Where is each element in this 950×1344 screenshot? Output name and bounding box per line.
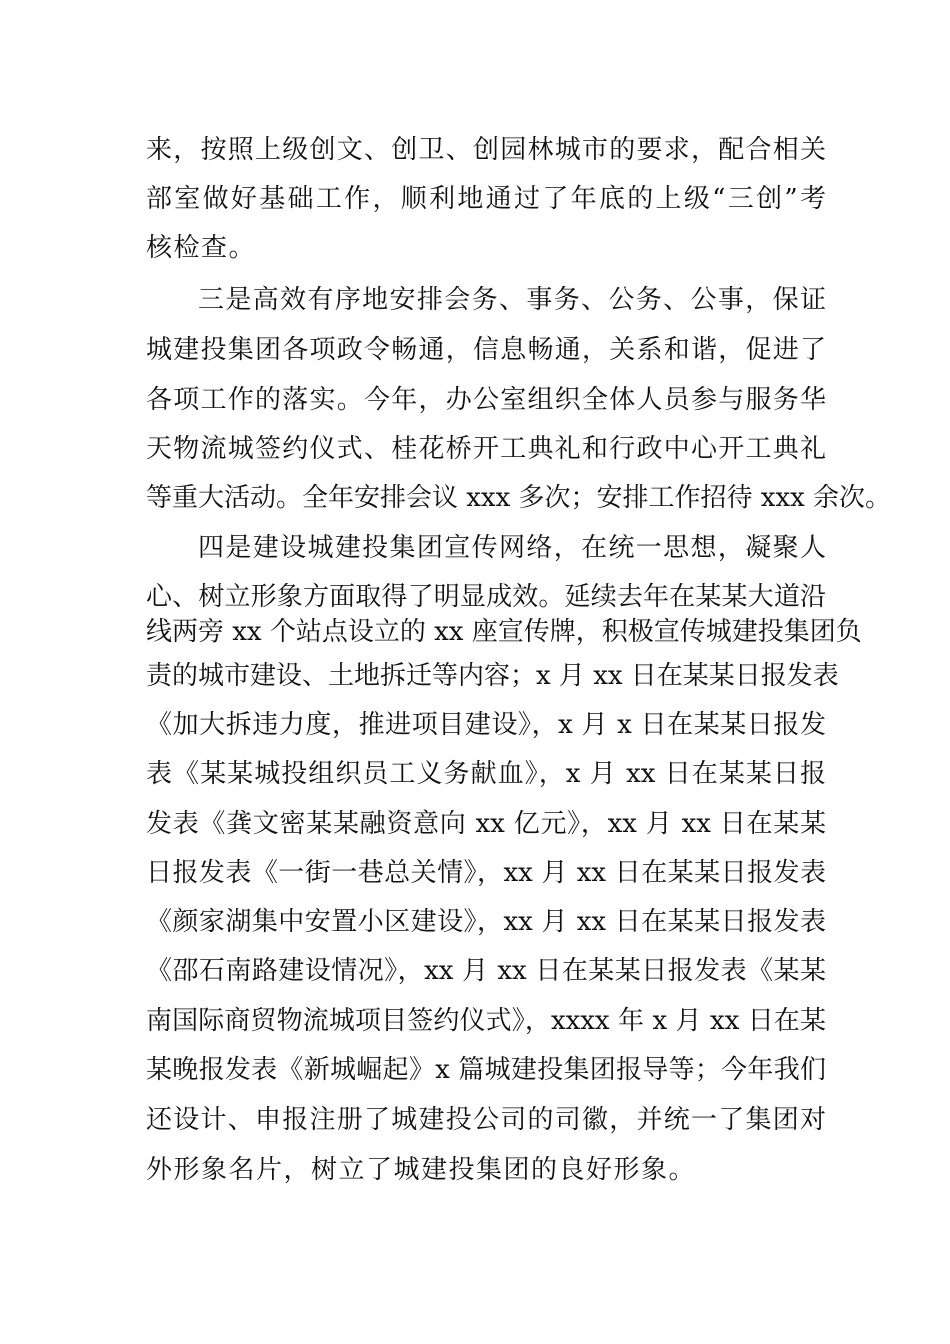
text-line: 部室做好基础工作，顺利地通过了年底的上级“三创”考: [146, 184, 826, 214]
text-line: 《邵石南路建设情况》，xx 月 xx 日在某某日报发表《某某: [146, 956, 826, 986]
text-line: 各项工作的落实。今年，办公室组织全体人员参与服务华: [146, 385, 826, 415]
text-line: 日报发表《一街一巷总关情》，xx 月 xx 日在某某日报发表: [146, 858, 826, 888]
text-line: 核检查。: [146, 233, 257, 263]
text-line: 线两旁 xx 个站点设立的 xx 座宣传牌，积极宣传城建投集团负: [146, 617, 862, 647]
text-line: 心、树立形象方面取得了明显成效。延续去年在某某大道沿: [146, 582, 826, 612]
text-line: 还设计、申报注册了城建投公司的司徽，并统一了集团对: [146, 1105, 826, 1135]
text-line: 城建投集团各项政令畅通，信息畅通，关系和谐，促进了: [146, 335, 826, 365]
text-line: 《颜家湖集中安置小区建设》，xx 月 xx 日在某某日报发表: [146, 907, 826, 937]
paragraph-start-line: 四是建设城建投集团宣传网络，在统一思想，凝聚人: [198, 533, 826, 563]
text-line: 发表《龚文密某某融资意向 xx 亿元》，xx 月 xx 日在某某: [146, 809, 826, 839]
text-line: 来，按照上级创文、创卫、创园林城市的要求，配合相关: [146, 135, 826, 165]
text-line: 天物流城签约仪式、桂花桥开工典礼和行政中心开工典礼: [146, 434, 826, 464]
text-line: 南国际商贸物流城项目签约仪式》，xxxx 年 x 月 xx 日在某: [146, 1006, 826, 1036]
text-line: 责的城市建设、土地拆迁等内容；x 月 xx 日在某某日报发表: [146, 661, 839, 691]
text-line: 等重大活动。全年安排会议 xxx 多次；安排工作招待 xxx 余次。: [146, 483, 892, 513]
text-line: 《加大拆违力度，推进项目建设》，x 月 x 日在某某日报发: [146, 710, 826, 740]
paragraph-start-line: 三是高效有序地安排会务、事务、公务、公事，保证: [198, 285, 826, 315]
text-line: 某晚报发表《新城崛起》x 篇城建投集团报导等；今年我们: [146, 1055, 826, 1085]
text-line: 表《某某城投组织员工义务献血》，x 月 xx 日在某某日报: [146, 759, 826, 789]
text-line: 外形象名片，树立了城建投集团的良好形象。: [146, 1155, 697, 1185]
